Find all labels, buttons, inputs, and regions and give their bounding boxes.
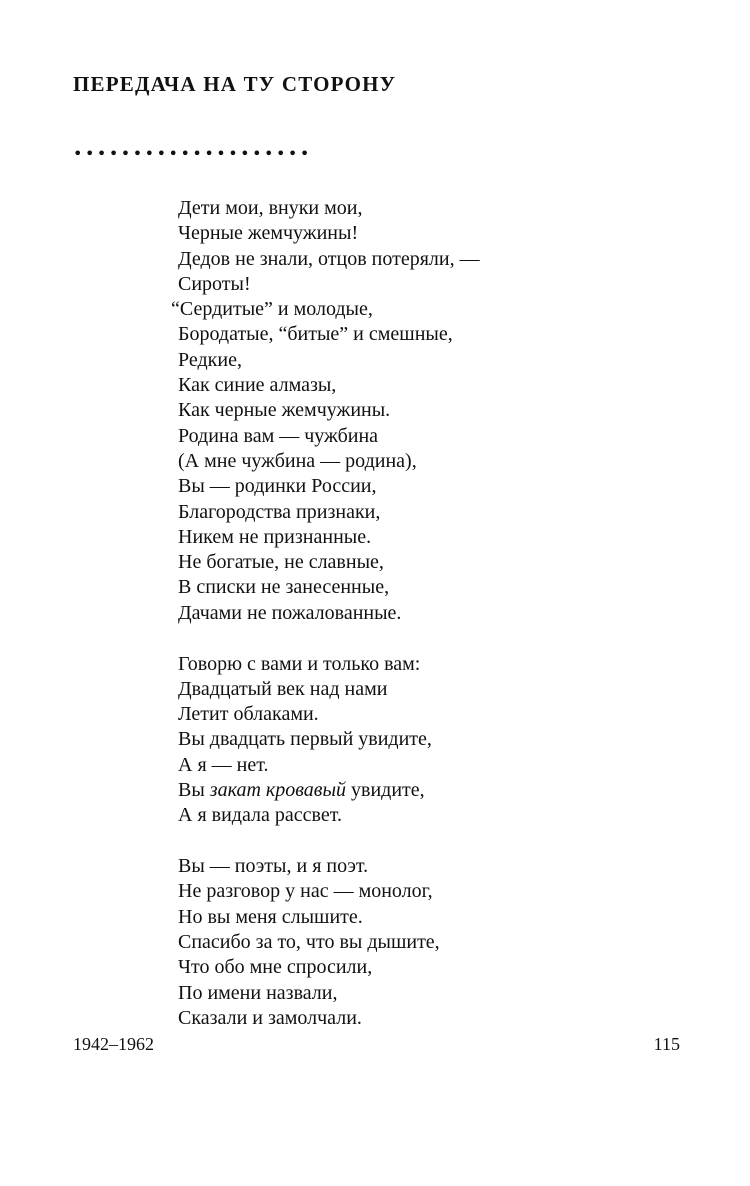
poem-line: Двадцатый век над нами	[178, 677, 388, 700]
poem-line: Редкие,	[178, 348, 242, 371]
page-number: 115	[653, 1034, 680, 1054]
poem-line: Вы — родинки России,	[178, 475, 377, 498]
poem-body	[171, 196, 480, 1057]
poem-line: Вы двадцать первый увидите,	[178, 728, 432, 751]
italic-phrase: закат кровавый	[209, 779, 347, 802]
poem-line: Сказали и замолчали.	[178, 1006, 362, 1029]
poem-line: Как черные жемчужины.	[178, 399, 391, 422]
poem-line: Сироты!	[178, 272, 251, 295]
poem-line: (А мне чужбина — родина),	[178, 449, 417, 472]
stanza-1	[171, 196, 480, 626]
poem-line: Летит облаками.	[178, 703, 319, 726]
poem-line: Вы — поэты, и я поэт.	[178, 855, 369, 878]
poem-line-text: увидите,	[346, 779, 425, 802]
poem-line: Что обо мне спросили,	[178, 956, 373, 979]
poem-line: Благородства признаки,	[178, 500, 381, 523]
stanza-2	[178, 652, 480, 829]
poem-line: Не разговор у нас — монолог,	[178, 880, 433, 903]
poem-title: ПЕРЕДАЧА НА ТУ СТОРОНУ	[73, 72, 397, 96]
footer-date: 1942–1962	[73, 1034, 154, 1054]
poem-line: Дети мои, внуки мои,	[178, 197, 363, 219]
poem-line: Дедов не знали, отцов потеряли, —	[178, 247, 480, 270]
poem-line: Родина вам — чужбина	[178, 424, 379, 447]
poem-line: Спасибо за то, что вы дышите,	[178, 931, 440, 954]
poem-line: Как синие алмазы,	[178, 374, 337, 397]
poem-line: По имени назвали,	[178, 981, 338, 1004]
poem-line: В списки не занесенные,	[178, 576, 390, 599]
stanza-3	[178, 854, 480, 1031]
poem-line: А я — нет.	[178, 753, 269, 776]
poem-line: Говорю с вами и только вам:	[178, 652, 421, 675]
poem-line: Не богатые, не славные,	[178, 551, 384, 574]
poem-line: “Сердитые” и молодые,	[171, 298, 373, 321]
poem-line-text: Вы	[178, 779, 210, 802]
poem-line: Никем не признанные.	[178, 525, 372, 548]
decorative-dot-separator: ••••••••••••••••••••	[73, 144, 312, 163]
poem-line: А я видала рассвет.	[178, 804, 342, 827]
poem-line: Но вы меня слышите.	[178, 905, 363, 928]
poem-line: Бородатые, “битые” и смешные,	[178, 323, 453, 346]
poem-line: Черные жемчужины!	[178, 222, 359, 245]
poem-line-with-italic	[178, 778, 480, 803]
poem-line: Дачами не пожалованные.	[178, 601, 402, 624]
